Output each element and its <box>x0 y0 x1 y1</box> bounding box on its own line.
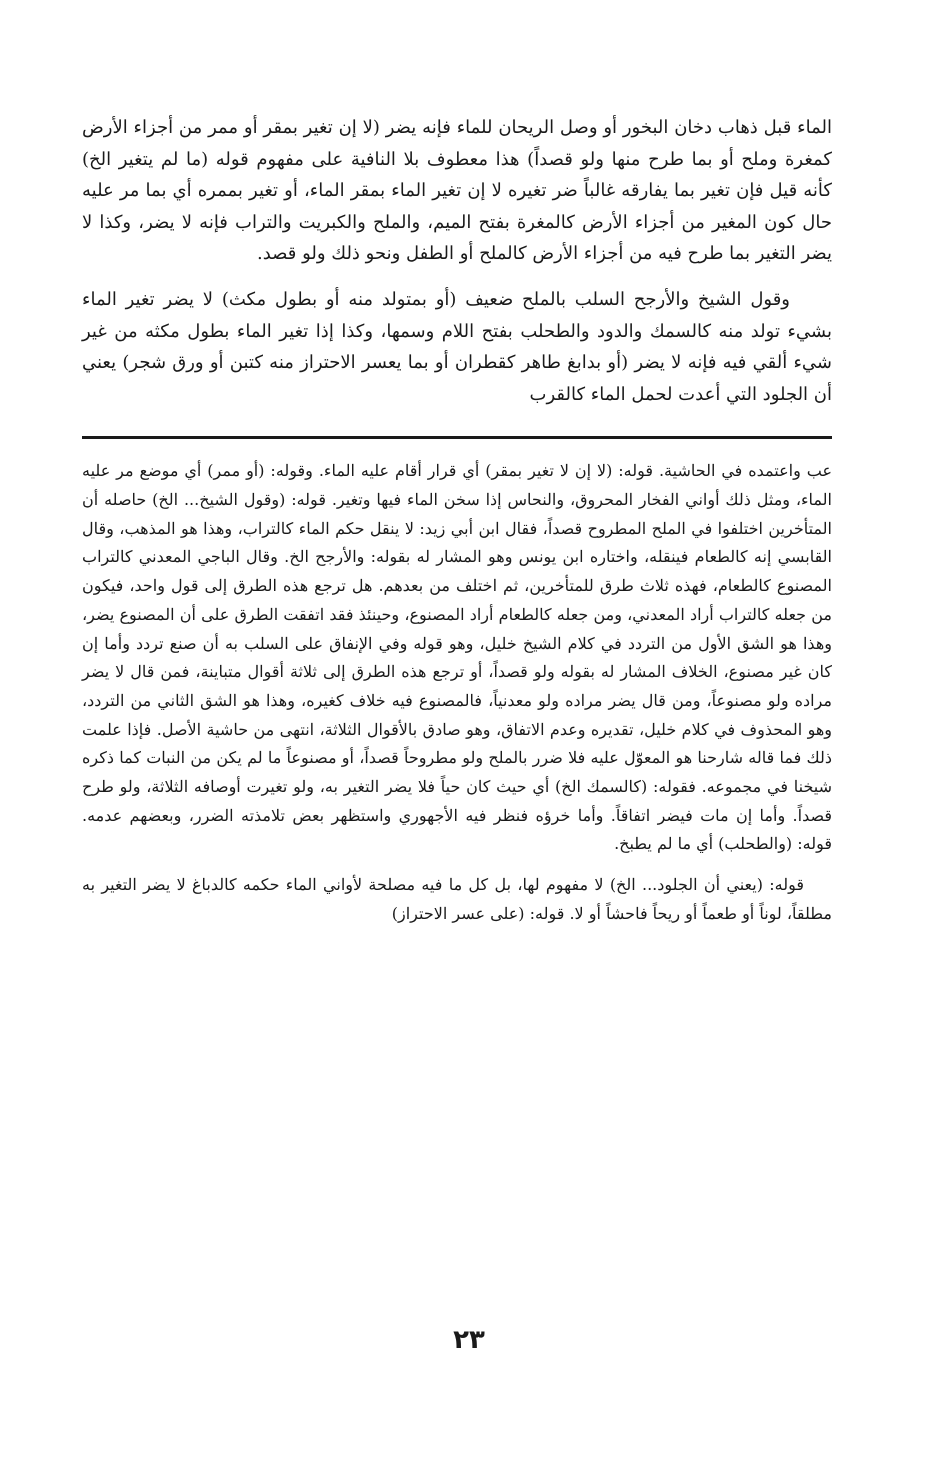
footnote-paragraph-1: عب واعتمده في الحاشية. قوله: (لا إن لا تغير بمقر) أي قرار أقام عليه الماء. وقوله: (أو ممر) أي موضع مر عليه الماء، ومثل ذلك أواني الفخار المحروق، والنحاس إذا سخن الماء فيها وتغير. قوله: (وقول الشيخ... الخ) حاصله أن المتأخرين اختلفوا في الملح المطروح قصداً، فقال ابن أبي زيد: لا ينقل حكم الماء كالتراب، وهذا هو المذهب، وقال القابسي إنه كالطعام فينقله، واختاره ابن يونس وهو المشار له بقوله: والأرجح الخ. وقال الباجي المعدني كالتراب المصنوع كالطعام، فهذه ثلاث طرق للمتأخرين، ثم اختلف من بعدهم. هل ترجع هذه الطرق إلى قول واحد، فيكون من جعله كالتراب أراد المعدني، ومن جعله كالطعام أراد المصنوع، وحينئذ فقد اتفقت الطرق على أن المصنوع يضر، وهذا هو الشق الأول من التردد في كلام الشيخ خليل، وهو قوله وفي الإنفاق على السلب به أن صنع تردد وأما إن كان غير مصنوع، الخلاف المشار له بقوله ولو قصداً، أو ترجع هذه الطرق إلى ثلاثة أقوال متباينة، فمن قال لا يضر مراده ولو مصنوعاً، ومن قال يضر مراده ولو معدنياً، فالمصنوع فيه خلاف كغيره، وهذا هو الشق الثاني من التردد، وهو المحذوف في كلام خليل، تقديره وعدم الاتفاق، وهو صادق بالأقوال الثلاثة، انتهى من حاشية الأصل. فإذا علمت ذلك فما قاله شارحنا هو المعوّل عليه فلا ضرر بالملح ولو مطروحاً قصداً، أو مصنوعاً ما لم يكن من النبات كما ذكره شيخنا في مجموعه. فقوله: (كالسمك الخ) أي حيث كان حياً فلا يضر التغير به، ولو تغيرت أوصافه الثلاثة، ولو طرح قصداً. وأما إن مات فيضر اتفاقاً. وأما خرؤه فنظر فيه الأجهوري واستظهر بعض تلامذته الضرر، وبعضهم عدمه. قوله: (والطحلب) أي ما لم يطبخ. <box>82 461 833 854</box>
book-page <box>82 112 832 929</box>
main-paragraph-1: الماء قبل ذهاب دخان البخور أو وصل الريحان للماء فإنه يضر (لا إن تغير بمقر أو ممر من أجزاء الأرض كمغرة وملح أو بما طرح منها ولو قصداً) هذا معطوف بلا النافية على مفهوم قوله (ما لم يتغير الخ) كأنه قيل فإن تغير بما يفارقه غالباً ضر تغيره لا إن تغير الماء بمقر الماء، أو تغير بممره أي بما مر عليه حال كون المغير من أجزاء الأرض كالمغرة بفتح الميم، والملح والكبريت والتراب فإنه لا يضر، وكذا لا يضر التغير بما طرح فيه من أجزاء الأرض كالملح أو الطفل ونحو ذلك ولو قصد. <box>82 117 832 265</box>
main-text <box>82 112 832 410</box>
footnote-divider <box>82 436 832 439</box>
footnotes <box>82 457 832 928</box>
main-paragraph-2: وقول الشيخ والأرجح السلب بالملح ضعيف (أو بمتولد منه أو بطول مكث) لا يضر تغير الماء بشيء تولد منه كالسمك والدود والطحلب بفتح اللام وسمها، وكذا إذا تغير الماء بطول مكثه من غير شيء ألقي فيه فإنه لا يضر (أو بدابغ طاهر كقطران أو بما يعسر الاحتراز منه كتبن أو ورق شجر) يعني أن الجلود التي أعدت لحمل الماء كالقرب <box>82 288 833 405</box>
page-number: ٢٣ <box>453 1325 485 1355</box>
footnote-paragraph-2: قوله: (يعني أن الجلود... الخ) لا مفهوم لها، بل كل ما فيه مصلحة لأواني الماء حكمه كالدباغ لا يضر التغير به مطلقاً، لوناً أو طعماً أو ريحاً فاحشاً أو لا. قوله: (على عسر الاحتراز) <box>82 875 832 923</box>
